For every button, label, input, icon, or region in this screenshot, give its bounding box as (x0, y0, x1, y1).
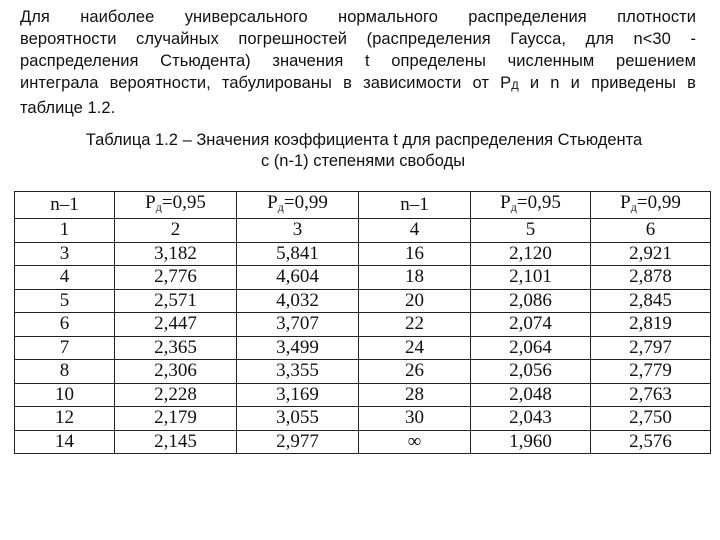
paragraph-line: распределения Стьюдента) значения t определены численным решением (20, 52, 696, 70)
table-caption (0, 130, 720, 172)
caption-line-2: с (n-1) степенями свободы (260, 152, 466, 170)
table-cell: 2,779 (591, 360, 711, 384)
table-cell: 26 (359, 360, 471, 384)
header-value: =0,99 (636, 192, 681, 213)
table-cell: 2,365 (115, 336, 237, 360)
table-cell: 2,977 (237, 430, 359, 454)
table-cell: 3 (237, 219, 359, 243)
column-header: n–1 (15, 192, 115, 219)
p-subscript: Д (511, 80, 519, 92)
paragraph-line: таблице 1.2. (20, 99, 116, 117)
table-cell: 6 (591, 219, 711, 243)
table-cell: 2,819 (591, 313, 711, 337)
caption-line-1: Таблица 1.2 – Значения коэффициента t для распределения Стьюдента (85, 131, 643, 149)
table-cell: 28 (359, 383, 471, 407)
table-row (15, 266, 711, 290)
table-header-row (15, 192, 711, 219)
table-cell: 2,845 (591, 289, 711, 313)
column-header: n–1 (359, 192, 471, 219)
table-cell: 2,120 (471, 242, 591, 266)
paragraph-line: Для наиболее универсального нормального распределения плотности (20, 8, 696, 26)
table-cell: ∞ (359, 430, 471, 454)
table-cell: 18 (359, 266, 471, 290)
table-cell: 1 (15, 219, 115, 243)
body-paragraph (20, 6, 696, 119)
table-cell: 30 (359, 407, 471, 431)
table-row (15, 383, 711, 407)
column-header (237, 192, 359, 219)
table-cell: 2,074 (471, 313, 591, 337)
table-cell: 2,086 (471, 289, 591, 313)
table-cell: 3,707 (237, 313, 359, 337)
paragraph-text: и n и приведены в (529, 74, 696, 92)
table-cell: 8 (15, 360, 115, 384)
table-row (15, 219, 711, 243)
table-row (15, 336, 711, 360)
table-cell: 14 (15, 430, 115, 454)
table-cell: 7 (15, 336, 115, 360)
header-symbol: P (620, 192, 631, 213)
table-cell: 2,064 (471, 336, 591, 360)
table-cell: 2,447 (115, 313, 237, 337)
paragraph-text: интеграла вероятности, табулированы в зависимости от P (20, 74, 512, 92)
table-cell: 6 (15, 313, 115, 337)
table-cell: 20 (359, 289, 471, 313)
table-cell: 5 (471, 219, 591, 243)
paragraph-line: вероятности случайных погрешностей (распределения Гаусса, для n<30 - (20, 30, 696, 48)
paragraph-line (20, 72, 696, 97)
table-cell: 4,032 (237, 289, 359, 313)
table-row (15, 430, 711, 454)
table-cell: 2,179 (115, 407, 237, 431)
table-row (15, 407, 711, 431)
table-cell: 3,499 (237, 336, 359, 360)
table-cell: 3 (15, 242, 115, 266)
student-t-table (14, 191, 711, 454)
table-cell: 2,878 (591, 266, 711, 290)
table-cell: 2,571 (115, 289, 237, 313)
table-cell: 24 (359, 336, 471, 360)
column-header (115, 192, 237, 219)
table-cell: 5,841 (237, 242, 359, 266)
table-cell: 2,750 (591, 407, 711, 431)
table-cell: 2,763 (591, 383, 711, 407)
table-cell: 2,776 (115, 266, 237, 290)
table-cell: 2,921 (591, 242, 711, 266)
header-subscript: д (155, 200, 162, 214)
column-header (471, 192, 591, 219)
table-cell: 12 (15, 407, 115, 431)
table-cell: 3,169 (237, 383, 359, 407)
table-cell: 10 (15, 383, 115, 407)
table-cell: 2,576 (591, 430, 711, 454)
header-symbol: P (145, 192, 156, 213)
table-cell: 2,228 (115, 383, 237, 407)
table-cell: 2,043 (471, 407, 591, 431)
table-cell: 2 (115, 219, 237, 243)
table-cell: 3,182 (115, 242, 237, 266)
table-cell: 4 (15, 266, 115, 290)
header-symbol: P (267, 192, 278, 213)
header-value: =0,99 (283, 192, 328, 213)
table-cell: 2,056 (471, 360, 591, 384)
header-subscript: д (510, 200, 517, 214)
table-cell: 1,960 (471, 430, 591, 454)
table-cell: 16 (359, 242, 471, 266)
table-cell: 22 (359, 313, 471, 337)
table-cell: 3,055 (237, 407, 359, 431)
table-cell: 3,355 (237, 360, 359, 384)
table-row (15, 360, 711, 384)
header-subscript: д (630, 200, 637, 214)
header-value: =0,95 (161, 192, 206, 213)
table-cell: 2,048 (471, 383, 591, 407)
header-subscript: д (277, 200, 284, 214)
table-cell: 4,604 (237, 266, 359, 290)
table-cell: 5 (15, 289, 115, 313)
table-cell: 2,306 (115, 360, 237, 384)
table-cell: 4 (359, 219, 471, 243)
header-value: =0,95 (516, 192, 561, 213)
header-symbol: P (500, 192, 511, 213)
table-row (15, 289, 711, 313)
table-cell: 2,797 (591, 336, 711, 360)
column-header (591, 192, 711, 219)
table-row (15, 313, 711, 337)
table-cell: 2,101 (471, 266, 591, 290)
table-row (15, 242, 711, 266)
table-cell: 2,145 (115, 430, 237, 454)
